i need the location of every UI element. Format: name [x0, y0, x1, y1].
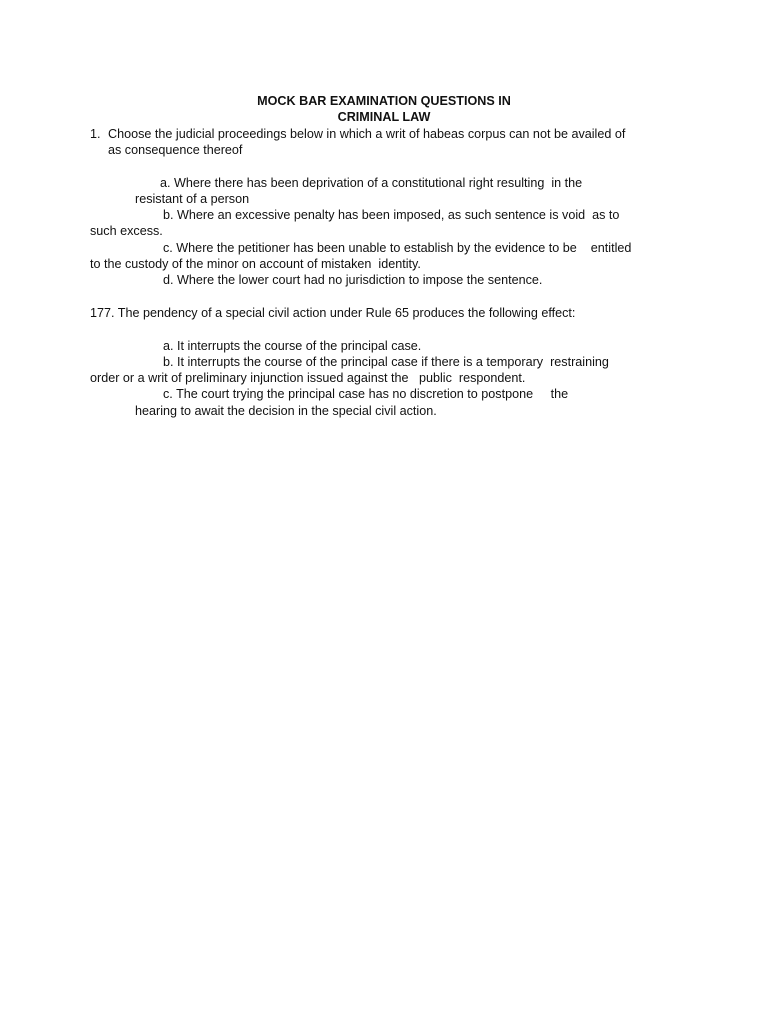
- question-1-number: 1.: [90, 127, 101, 141]
- question-177-option-a-line-1: a. It interrupts the course of the principal case.: [163, 339, 422, 353]
- question-177-option-b-line-1: b. It interrupts the course of the principal case if there is a temporary restraining: [163, 355, 609, 369]
- question-177-stem: 177. The pendency of a special civil action under Rule 65 produces the following effect:: [90, 306, 576, 320]
- question-1-option-d-line-1: d. Where the lower court had no jurisdiction to impose the sentence.: [163, 273, 543, 287]
- question-177-option-b-line-2: order or a writ of preliminary injunction issued against the public respondent.: [90, 371, 526, 385]
- question-177-option-c-line-1: c. The court trying the principal case has no discretion to postpone the: [163, 387, 569, 401]
- question-1-option-a-line-2: resistant of a person: [135, 192, 250, 206]
- question-177-option-c-line-2: hearing to await the decision in the special civil action.: [135, 404, 437, 418]
- question-1-option-a-line-1: a. Where there has been deprivation of a constitutional right resulting in the: [160, 176, 583, 190]
- question-1-stem-line-1: Choose the judicial proceedings below in which a writ of habeas corpus can not be availed of: [108, 127, 626, 141]
- question-1-stem-line-2: as consequence thereof: [108, 143, 243, 157]
- document-title-line-1: MOCK BAR EXAMINATION QUESTIONS IN: [257, 94, 511, 108]
- question-1-option-b-line-1: b. Where an excessive penalty has been imposed, as such sentence is void as to: [163, 208, 620, 222]
- document-title-line-2: CRIMINAL LAW: [337, 110, 431, 124]
- question-1-option-c-line-1: c. Where the petitioner has been unable to establish by the evidence to be entitled: [163, 241, 632, 255]
- question-1-option-c-line-2: to the custody of the minor on account of mistaken identity.: [90, 257, 421, 271]
- question-1-option-b-line-2: such excess.: [90, 224, 163, 238]
